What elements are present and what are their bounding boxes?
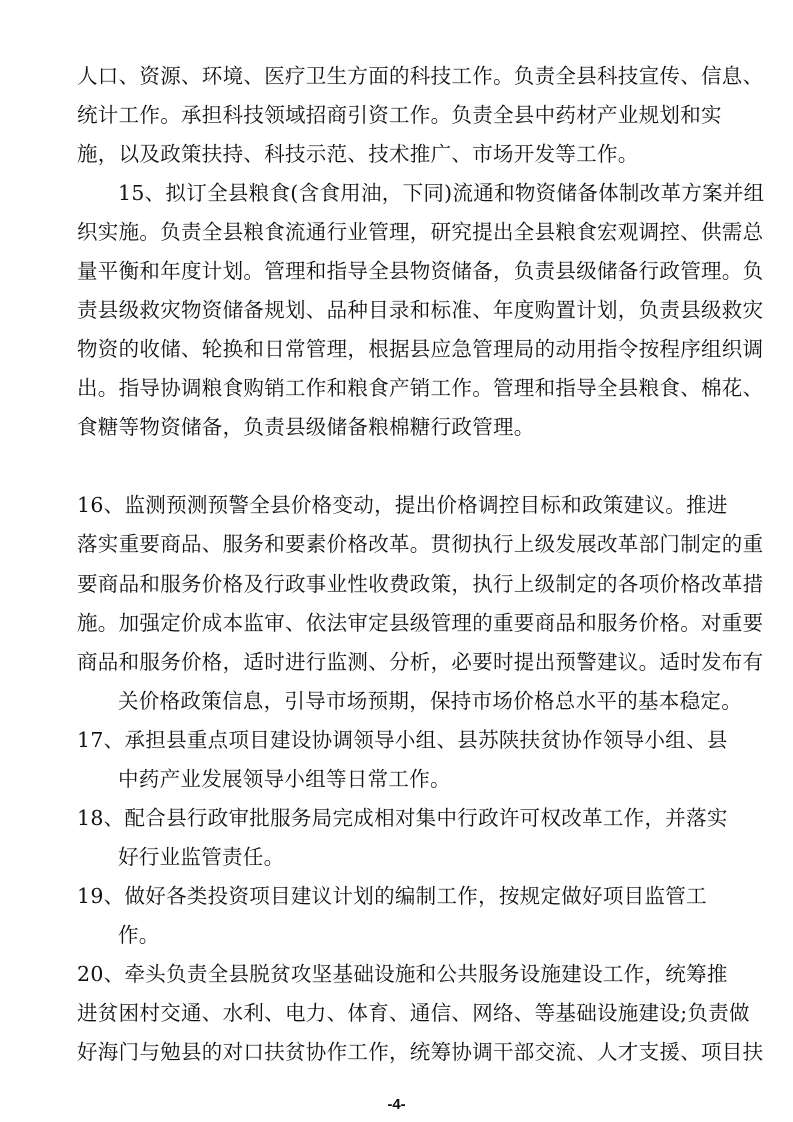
text-line: 20、牵头负责全县脱贫攻坚基础设施和公共服务设施建设工作，统筹推 (77, 961, 728, 986)
text-line: 中药产业发展领导小组等日常工作。 (118, 766, 451, 791)
text-line: 作。 (118, 922, 160, 947)
text-line: 施。加强定价成本监审、依法审定县级管理的重要商品和服务价格。对重要 (77, 610, 764, 635)
text-line: 落实重要商品、服务和要素价格改革。贯彻执行上级发展改革部门制定的重 (77, 532, 764, 557)
text-line: 物资的收储、轮换和日常管理，根据县应急管理局的动用指令按程序组织调 (77, 337, 764, 362)
text-line: 商品和服务价格，适时进行监测、分析，必要时提出预警建议。适时发布有 (77, 649, 764, 674)
text-line: 16、监测预测预警全县价格变动，提出价格调控目标和政策建议。推进 (77, 493, 728, 518)
text-line: 量平衡和年度计划。管理和指导全县物资储备，负责县级储备行政管理。负 (77, 259, 764, 284)
text-line: 好行业监管责任。 (118, 844, 285, 869)
page-number: -4- (387, 1096, 406, 1113)
text-line: 统计工作。承担科技领域招商引资工作。负责全县中药材产业规划和实 (77, 103, 722, 128)
text-line: 施，以及政策扶持、科技示范、技术推广、市场开发等工作。 (77, 142, 639, 167)
text-line: 要商品和服务价格及行政事业性收费政策，执行上级制定的各项价格改革措 (77, 571, 764, 596)
text-line: 食糖等物资储备，负责县级储备粮棉糖行政管理。 (77, 415, 535, 440)
text-line: 进贫困村交通、水利、电力、体育、通信、网络、等基础设施建设;负责做 (77, 1000, 750, 1025)
text-line: 19、做好各类投资项目建议计划的编制工作，按规定做好项目监管工 (77, 883, 707, 908)
text-line: 责县级救灾物资储备规划、品种目录和标准、年度购置计划，负责县级救灾 (77, 298, 764, 323)
text-line: 18、配合县行政审批服务局完成相对集中行政许可权改革工作，并落实 (77, 805, 728, 830)
text-line: 织实施。负责全县粮食流通行业管理，研究提出全县粮食宏观调控、供需总 (77, 220, 764, 245)
text-line: 人口、资源、环境、医疗卫生方面的科技工作。负责全县科技宣传、信息、 (77, 64, 764, 88)
text-line: 15、拟订全县粮食(含食用油，下同)流通和物资储备体制改革方案并组 (118, 181, 765, 206)
text-line: 好海门与勉县的对口扶贫协作工作，统筹协调干部交流、人才支援、项目扶 (77, 1040, 764, 1064)
text-line: 17、承担县重点项目建设协调领导小组、县苏陕扶贫协作领导小组、县 (77, 727, 728, 752)
text-line: 关价格政策信息，引导市场预期，保持市场价格总水平的基本稳定。 (118, 688, 742, 713)
text-line: 出。指导协调粮食购销工作和粮食产销工作。管理和指导全县粮食、棉花、 (77, 376, 764, 401)
